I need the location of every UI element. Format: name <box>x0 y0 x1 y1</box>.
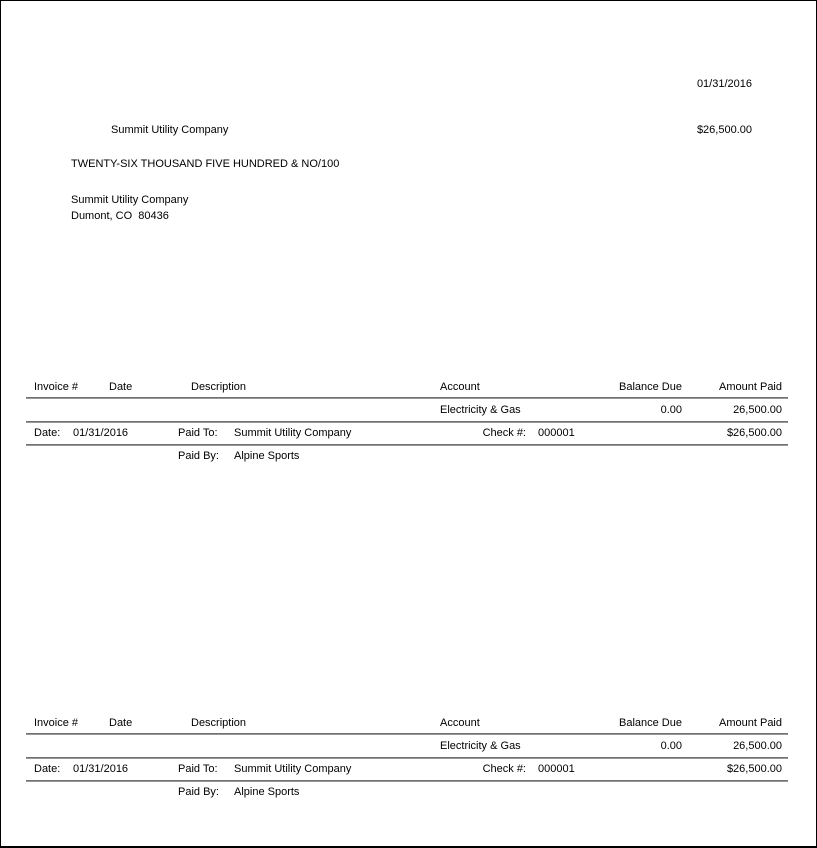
stub-summary-date: 01/31/2016 <box>73 763 129 775</box>
stub-header-description: Description <box>191 717 247 729</box>
check-amount: $26,500.00 <box>696 124 752 136</box>
check-amount-words: TWENTY-SIX THOUSAND FIVE HUNDRED & NO/100 <box>71 158 340 170</box>
check-date: 01/31/2016 <box>696 78 752 90</box>
stub-summary-amount: $26,500.00 <box>726 763 782 775</box>
stub-summary-check-label: Check #: <box>482 427 526 439</box>
stub-rule-header <box>26 733 788 735</box>
stub-detail-account: Electricity & Gas <box>440 740 521 752</box>
stub-summary-paid-to: Summit Utility Company <box>234 427 352 439</box>
stub-detail-account: Electricity & Gas <box>440 404 521 416</box>
stub-summary-date-label: Date: <box>34 763 61 775</box>
stub-summary-check-label: Check #: <box>482 763 526 775</box>
stub-detail-amount-paid: 26,500.00 <box>733 740 782 752</box>
stub-rule-summary <box>26 780 788 782</box>
check-stub-1 <box>1 375 817 465</box>
stub-summary-date: 01/31/2016 <box>73 427 129 439</box>
stub-detail-balance-due: 0.00 <box>660 404 682 416</box>
stub-header-amount-paid: Amount Paid <box>719 717 782 729</box>
stub-summary-paid-to-label: Paid To: <box>178 427 218 439</box>
stub-rule-header <box>26 397 788 399</box>
stub-header-balance-due: Balance Due <box>619 381 682 393</box>
check-payee: Summit Utility Company <box>111 124 229 136</box>
stub-summary-check-number: 000001 <box>538 763 575 775</box>
stub-summary-amount: $26,500.00 <box>726 427 782 439</box>
stub-rule-summary <box>26 444 788 446</box>
stub-rule-detail <box>26 757 788 759</box>
stub-header-account: Account <box>440 717 480 729</box>
stub-paid-by-label: Paid By: <box>178 450 219 462</box>
check-stub-2 <box>1 711 817 801</box>
stub-header-invoice: Invoice # <box>34 717 79 729</box>
stub-paid-by-label: Paid By: <box>178 786 219 798</box>
stub-header-description: Description <box>191 381 247 393</box>
check-address-line1: Summit Utility Company <box>71 194 189 206</box>
stub-header-amount-paid: Amount Paid <box>719 381 782 393</box>
stub-paid-by: Alpine Sports <box>234 450 300 462</box>
stub-paid-by: Alpine Sports <box>234 786 300 798</box>
stub-summary-date-label: Date: <box>34 427 61 439</box>
check-address-line2: Dumont, CO 80436 <box>71 210 169 222</box>
stub-detail-balance-due: 0.00 <box>660 740 682 752</box>
stub-header-invoice: Invoice # <box>34 381 79 393</box>
stub-rule-detail <box>26 421 788 423</box>
stub-summary-check-number: 000001 <box>538 427 575 439</box>
stub-header-date: Date <box>109 717 133 729</box>
stub-summary-paid-to-label: Paid To: <box>178 763 218 775</box>
stub-header-date: Date <box>109 381 133 393</box>
stub-summary-paid-to: Summit Utility Company <box>234 763 352 775</box>
stub-header-account: Account <box>440 381 480 393</box>
stub-detail-amount-paid: 26,500.00 <box>733 404 782 416</box>
stub-header-balance-due: Balance Due <box>619 717 682 729</box>
